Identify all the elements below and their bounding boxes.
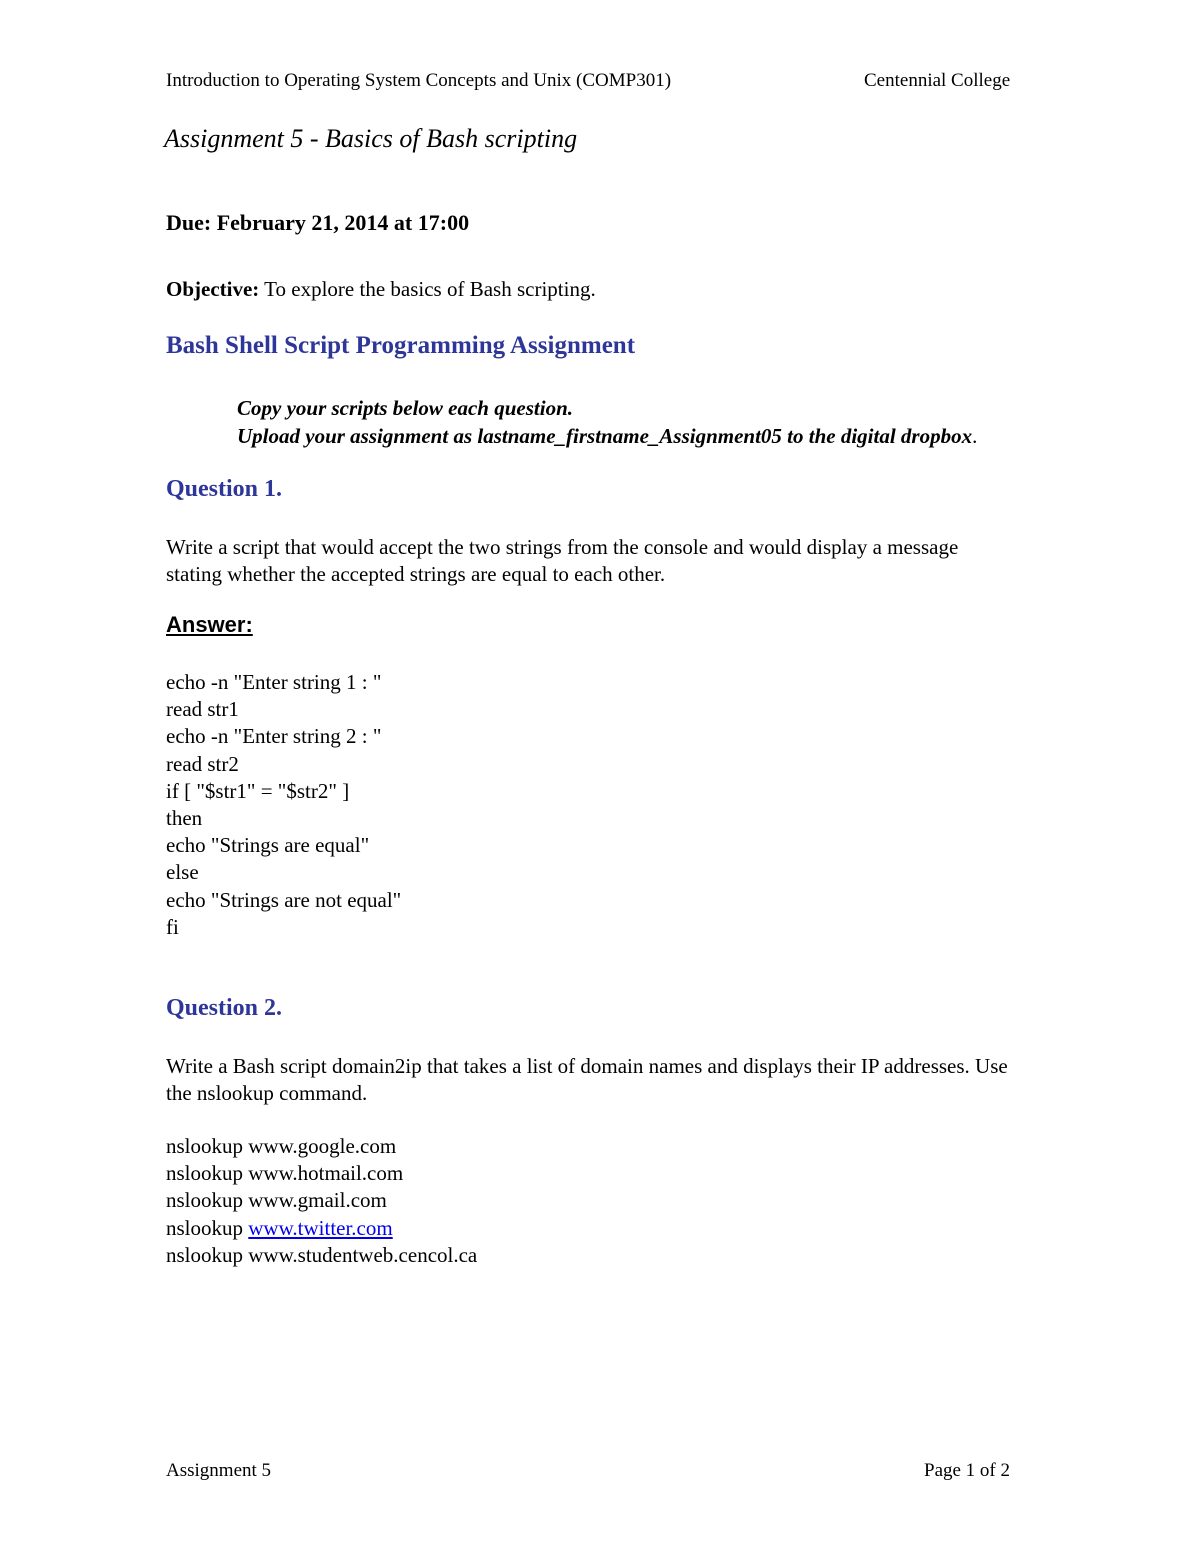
question-1-text [166,534,958,588]
code-line: read str2 [166,751,239,776]
instruction-line-1: Copy your scripts below each question. [237,396,574,420]
objective [166,277,596,302]
twitter-link[interactable]: www.twitter.com [248,1215,393,1240]
nslookup-line [166,1133,477,1160]
answer-label: Answer: [166,612,253,637]
code-line: read str1 [166,697,239,722]
question-2-heading: Question 2. [166,995,283,1021]
code-line: fi [166,914,179,939]
footer-page-number: Page 1 of 2 [924,1460,1011,1481]
nslookup-command: nslookup [166,1215,249,1240]
due-date: Due: February 21, 2014 at 17:00 [166,210,470,235]
code-line: echo "Strings are equal" [166,833,370,858]
nslookup-line [166,1242,477,1269]
instruction-line-2-text: Upload your assignment as lastname_firstname_Assignment05 to the digital dropbox [237,424,973,448]
code-line: echo -n "Enter string 2 : " [166,724,382,749]
section-heading: Bash Shell Script Programming Assignment [166,332,636,359]
code-line: echo -n "Enter string 1 : " [166,670,382,694]
header-course-title: Introduction to Operating System Concepts and Unix (COMP301) [166,70,672,91]
header-college-name: Centennial College [864,70,1011,91]
nslookup-host: www.studentweb.cencol.ca [248,1242,478,1267]
code-line: if [ "$str1" = "$str2" ] [166,778,350,803]
question-1-text-line-2: stating whether the accepted strings are equal to each other. [166,562,666,586]
nslookup-host: www.google.com [248,1134,397,1158]
nslookup-command: nslookup [166,1134,249,1158]
question-2-text [166,1053,1008,1107]
question-2-text-line-1: Write a Bash script domain2ip that takes a list of domain names and displays their IP addresses. Use [166,1054,1008,1078]
nslookup-command: nslookup [166,1161,249,1186]
nslookup-line [166,1187,477,1214]
question-1-heading: Question 1. [166,476,283,502]
question-2-text-line-2: the nslookup command. [166,1081,368,1105]
code-line: else [166,860,199,885]
assignment-title: Assignment 5 - Basics of Bash scripting [164,124,578,153]
code-line: then [166,806,203,831]
nslookup-command: nslookup [166,1242,249,1267]
objective-text: To explore the basics of Bash scripting. [259,277,596,301]
nslookup-command: nslookup [166,1188,249,1213]
instruction-line-2 [237,422,977,450]
objective-label: Objective: [166,277,260,301]
question-1-text-line-1: Write a script that would accept the two strings from the console and would display a message [166,535,959,559]
nslookup-host: www.gmail.com [248,1188,387,1213]
instructions [237,394,977,450]
instruction-line-2-period: . [972,424,978,448]
nslookup-line [166,1215,477,1242]
code-line: echo "Strings are not equal" [166,887,402,912]
nslookup-list [166,1133,477,1269]
footer-assignment-label: Assignment 5 [166,1460,272,1481]
nslookup-host: www.hotmail.com [248,1161,404,1186]
answer-script [166,669,401,941]
nslookup-line [166,1160,477,1187]
